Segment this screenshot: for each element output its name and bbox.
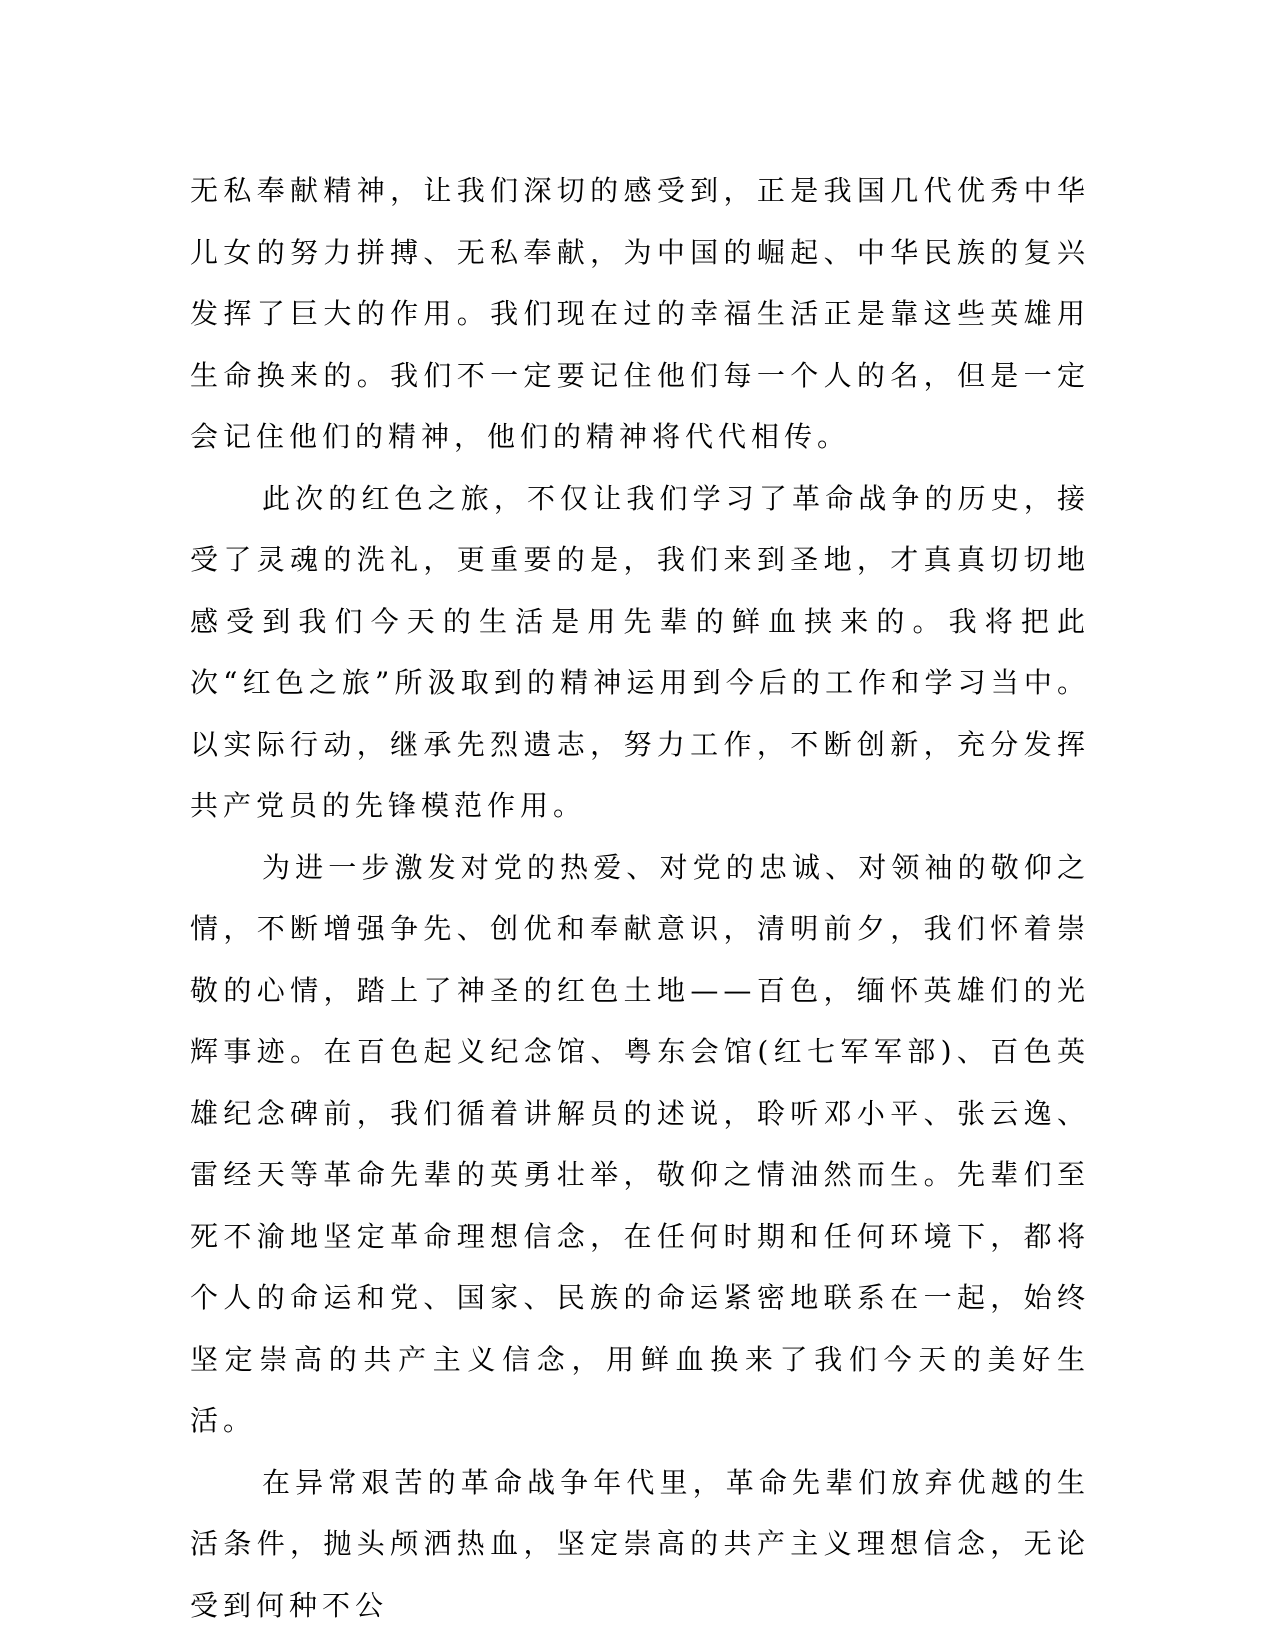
paragraph-2: 此次的红色之旅，不仅让我们学习了革命战争的历史，接受了灵魂的洗礼，更重要的是，我们来到圣地，才真真切切地感受到我们今天的生活是用先辈的鲜血挟来的。我将把此次“红色之旅”所汲取到的精神运用到今后的工作和学习当中。以实际行动，继承先烈遗志，努力工作，不断创新，充分发挥共产党员的先锋模范作用。 [190, 481, 1090, 822]
paragraph-3: 为进一步激发对党的热爱、对党的忠诚、对领袖的敬仰之情，不断增强争先、创优和奉献意识，清明前夕，我们怀着崇敬的心情，踏上了神圣的红色土地——百色，缅怀英雄们的光辉事迹。在百色起义纪念馆、粤东会馆(红七军军部)、百色英雄纪念碑前，我们循着讲解员的述说，聆听邓小平、张云逸、雷经天等革命先辈的英勇壮举，敬仰之情油然而生。先辈们至死不渝地坚定革命理想信念，在任何时期和任何环境下，都将个人的命运和党、国家、民族的命运紧密地联系在一起，始终坚定崇高的共产主义信念，用鲜血换来了我们今天的美好生活。 [190, 850, 1090, 1437]
paragraph-1: 无私奉献精神，让我们深切的感受到，正是我国几代优秀中华儿女的努力拼搏、无私奉献，为中国的崛起、中华民族的复兴发挥了巨大的作用。我们现在过的幸福生活正是靠这些英雄用生命换来的。我们不一定要记住他们每一个人的名，但是一定会记住他们的精神，他们的精神将代代相传。 [190, 174, 1090, 453]
document-body [190, 160, 1090, 1636]
paragraph-4: 在异常艰苦的革命战争年代里，革命先辈们放弃优越的生活条件，抛头颅洒热血，坚定崇高的共产主义理想信念，无论受到何种不公 [190, 1465, 1090, 1622]
